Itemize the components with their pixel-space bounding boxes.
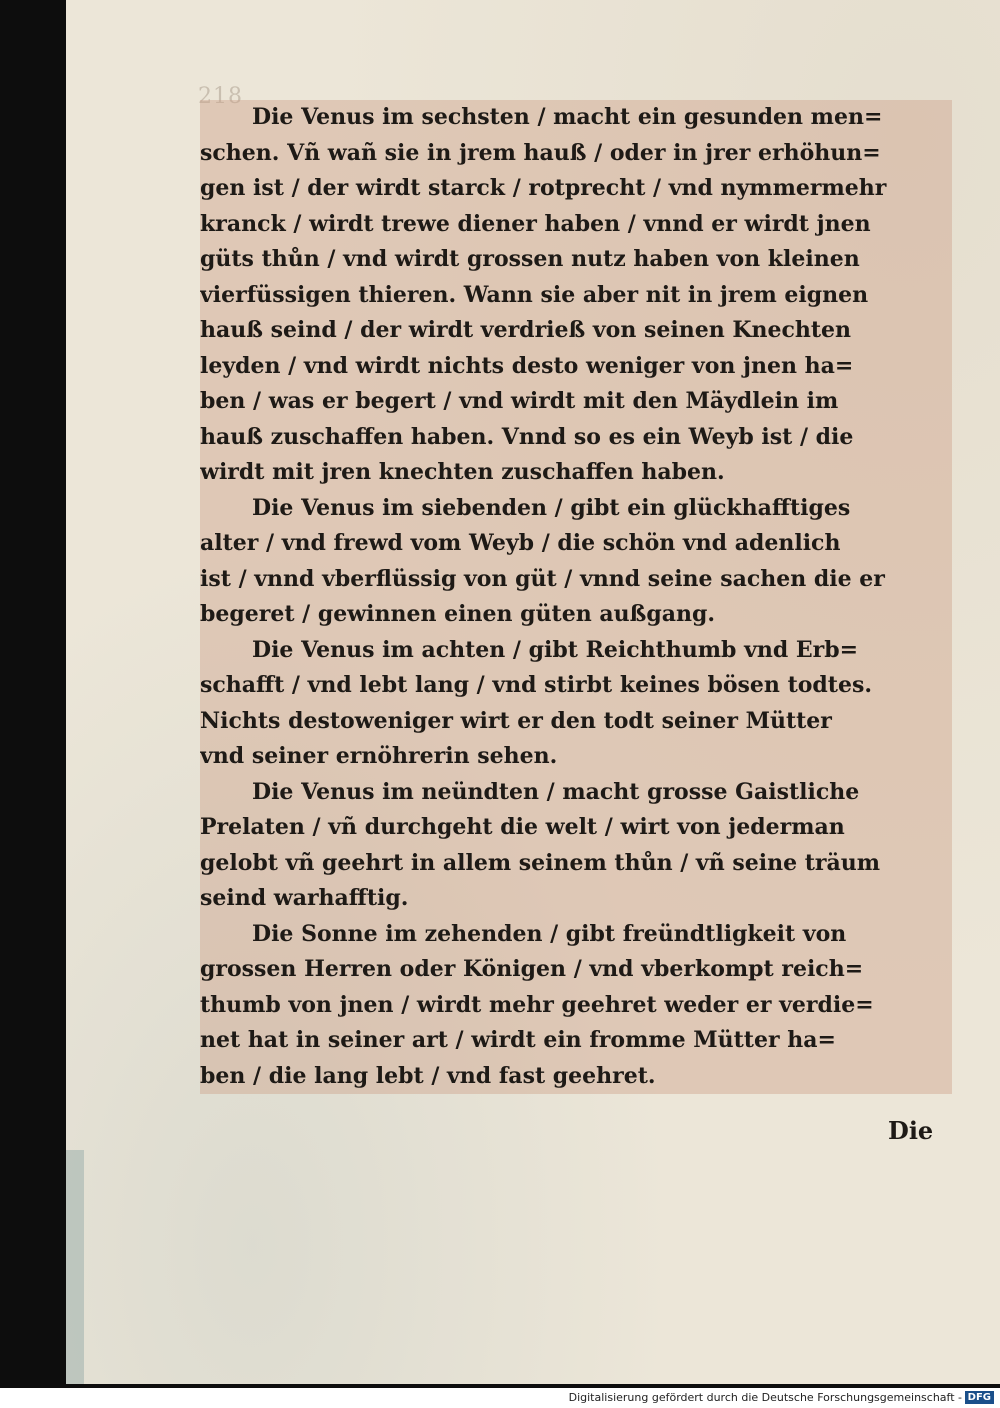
text-line: Die Venus im neündten / macht grosse Gaistliche [252, 778, 860, 805]
text-line: gen ist / der wirdt starck / rotprecht / vnd nymmermehr [200, 175, 887, 201]
catchword: Die [888, 1116, 934, 1145]
page-text [200, 100, 952, 1094]
text-line: güts thůn / vnd wirdt grossen nutz haben von kleinen [200, 246, 860, 272]
folio-number: 218 [198, 84, 243, 109]
text-line: Die Venus im achten / gibt Reichthumb vnd Erb= [252, 636, 859, 663]
text-line: wirdt mit jren knechten zuschaffen haben. [200, 459, 725, 485]
paragraph-venus-ninth [200, 775, 952, 917]
paragraph-venus-seventh [200, 491, 952, 633]
text-line: grossen Herren oder Königen / vnd vberkompt reich= [200, 956, 864, 982]
text-line: net hat in seiner art / wirdt ein fromme Mütter ha= [200, 1027, 836, 1053]
text-line: begeret / gewinnen einen güten außgang. [200, 601, 716, 627]
funding-credit: Digitalisierung gefördert durch die Deutsche Forschungsgemeinschaft - [568, 1391, 962, 1404]
footer-bar [0, 1388, 1000, 1408]
dfg-logo: DFG [965, 1391, 994, 1404]
text-line: Prelaten / vñ durchgeht die welt / wirt von jederman [200, 814, 845, 840]
text-line: leyden / vnd wirdt nichts desto weniger von jnen ha= [200, 352, 854, 379]
paragraph-sun-tenth [200, 917, 952, 1095]
text-line: gelobt vñ geehrt in allem seinem thůn / vñ seine träum [200, 849, 881, 876]
text-line: ben / die lang lebt / vnd fast geehret. [200, 1062, 656, 1089]
text-line: Die Venus im siebenden / gibt ein glückhafftiges [252, 494, 851, 521]
paragraph-venus-eighth [200, 633, 952, 775]
text-line: schen. Vñ wañ sie in jrem hauß / oder in jrer erhöhun= [200, 139, 881, 166]
text-line: Die Sonne im zehenden / gibt freündtligkeit von [252, 920, 847, 947]
text-line: hauß seind / der wirdt verdrieß von seinen Knechten [200, 317, 852, 343]
paper-stain [66, 1150, 84, 1384]
text-line: thumb von jnen / wirdt mehr geehret weder er verdie= [200, 991, 874, 1018]
text-line: ben / was er begert / vnd wirdt mit den Mäydlein im [200, 388, 839, 414]
text-line: ist / vnnd vberflüssig von güt / vnnd seine sachen die er [200, 565, 885, 592]
text-line: Nichts destoweniger wirt er den todt seiner Mütter [200, 707, 832, 734]
paragraph-venus-sixth [200, 100, 952, 491]
text-line: kranck / wirdt trewe diener haben / vnnd er wirdt jnen [200, 210, 871, 237]
text-line: alter / vnd frewd vom Weyb / die schön vnd adenlich [200, 530, 841, 556]
text-line: vnd seiner ernöhrerin sehen. [200, 743, 558, 769]
text-line: Die Venus im sechsten / macht ein gesunden men= [252, 104, 883, 130]
text-line: hauß zuschaffen haben. Vnnd so es ein Weyb ist / die [200, 423, 854, 450]
text-line: schafft / vnd lebt lang / vnd stirbt keines bösen todtes. [200, 672, 872, 698]
text-line: seind warhafftig. [200, 885, 409, 911]
text-line: vierfüssigen thieren. Wann sie aber nit in jrem eignen [200, 281, 869, 308]
